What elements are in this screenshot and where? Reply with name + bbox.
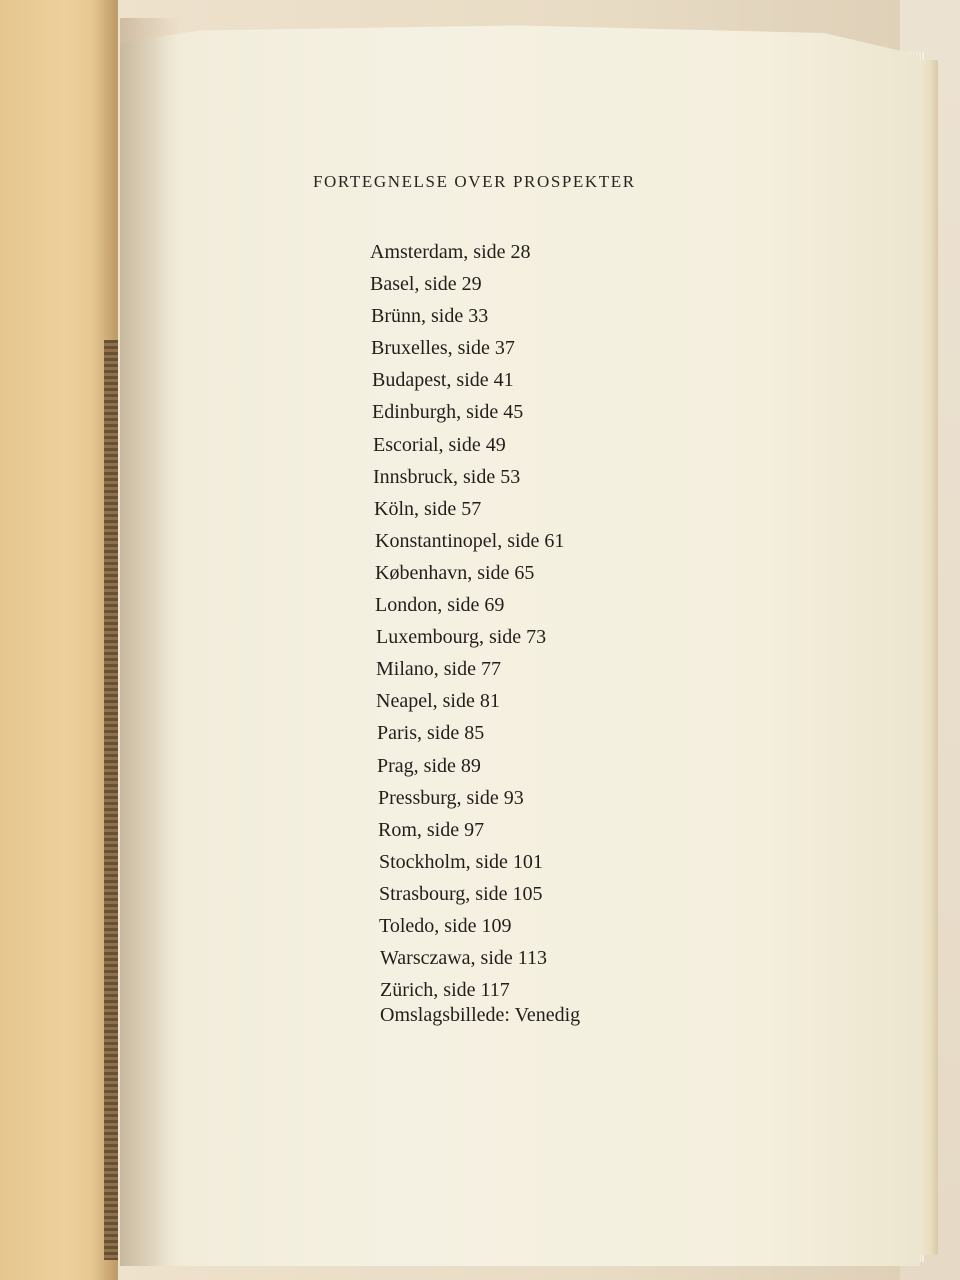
list-item: Edinburgh, side 45	[372, 401, 524, 424]
list-item: London, side 69	[375, 594, 505, 617]
cover-image-note: Omslagsbillede: Venedig	[380, 1004, 581, 1026]
list-item: Stockholm, side 101	[379, 850, 543, 873]
contents-list	[370, 236, 564, 1006]
list-item: Basel, side 29	[370, 273, 482, 296]
list-item: Amsterdam, side 28	[370, 241, 531, 263]
list-item: Escorial, side 49	[373, 433, 506, 456]
list-item: København, side 65	[375, 561, 535, 584]
list-item: Luxembourg, side 73	[376, 626, 547, 649]
list-item: Prag, side 89	[377, 754, 481, 777]
list-item: Pressburg, side 93	[378, 786, 524, 809]
list-item: Konstantinopel, side 61	[375, 529, 565, 552]
list-item: Neapel, side 81	[376, 690, 500, 713]
list-item: Warsczawa, side 113	[380, 947, 548, 970]
list-item: Bruxelles, side 37	[371, 337, 515, 360]
list-item: Strasbourg, side 105	[379, 882, 543, 905]
list-item: Budapest, side 41	[372, 369, 514, 392]
list-item: Köln, side 57	[374, 497, 482, 520]
list-item: Brünn, side 33	[371, 305, 489, 328]
list-item: Milano, side 77	[376, 658, 501, 681]
list-item: Innsbruck, side 53	[373, 465, 521, 488]
book-binding	[104, 340, 118, 1260]
list-item: Rom, side 97	[378, 818, 485, 841]
list-item: Paris, side 85	[377, 722, 485, 745]
list-item: Toledo, side 109	[379, 914, 512, 937]
page-heading: FORTEGNELSE OVER PROSPEKTER	[313, 172, 636, 191]
list-item: Zürich, side 117	[380, 979, 510, 1002]
